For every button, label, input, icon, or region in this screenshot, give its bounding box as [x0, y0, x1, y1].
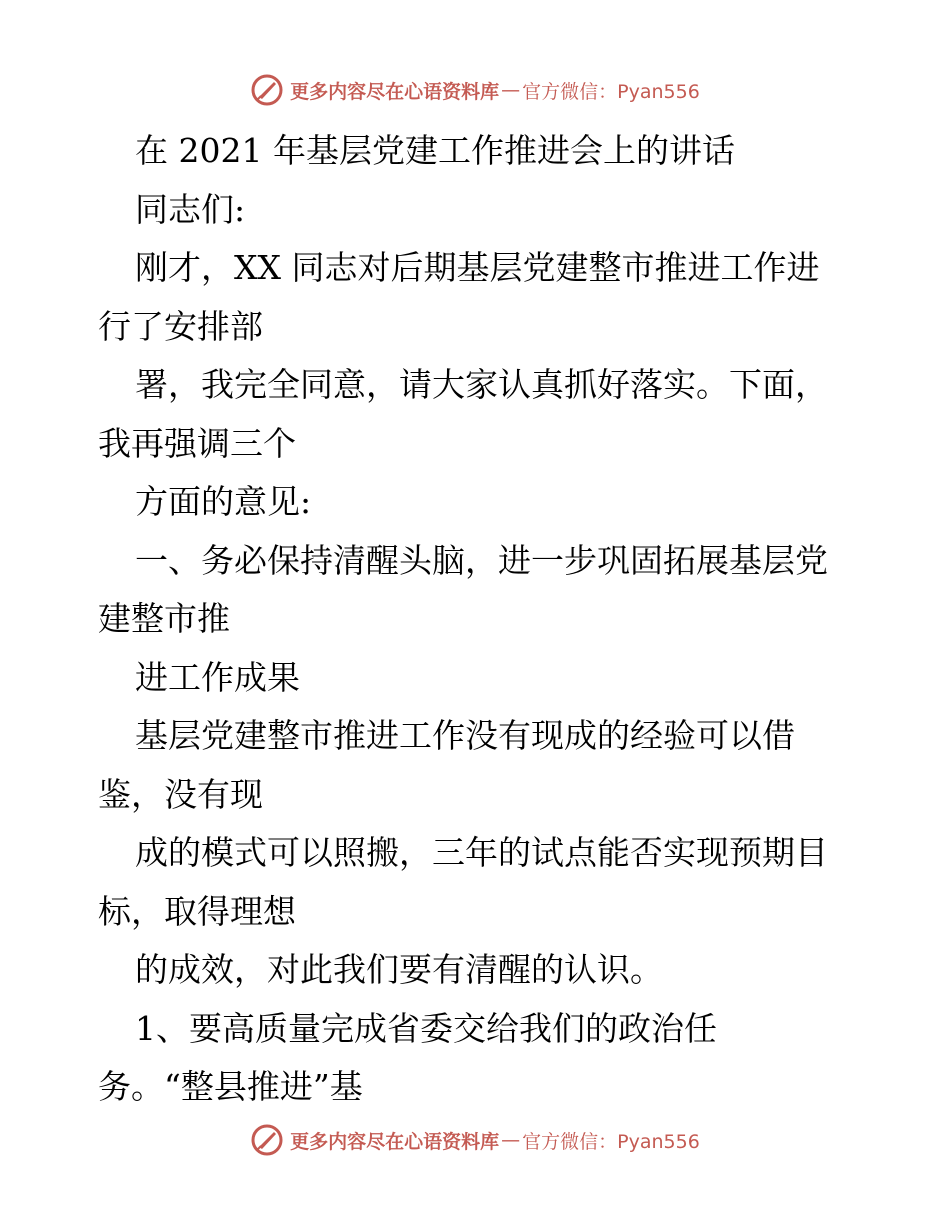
watermark-brand: 更多内容尽在心语资料库 [290, 1130, 500, 1153]
doc-line: 的成效，对此我们要有清醒的认识。 [135, 950, 663, 989]
doc-line: 1、要高质量完成省委交给我们的政治任 [135, 1008, 717, 1048]
doc-line: 鉴，没有现 [98, 774, 263, 814]
doc-line: 行了安排部 [98, 306, 263, 346]
doc-line: 基层党建整市推进工作没有现成的经验可以借 [135, 716, 795, 755]
doc-salutation: 同志们: [135, 189, 246, 229]
doc-line: 署，我完全同意，请大家认真抓好落实。下面， [135, 365, 828, 404]
doc-section-heading: 建整市推 [98, 599, 230, 638]
watermark-brand: 更多内容尽在心语资料库 [290, 80, 500, 103]
watermark-header [0, 70, 950, 110]
doc-line: 标，取得理想 [98, 891, 296, 931]
doc-line: 务。“整县推进”基 [98, 1067, 363, 1106]
doc-line: 方面的意见: [135, 482, 312, 521]
doc-section-heading: 进工作成果 [135, 657, 300, 697]
doc-section-heading: 一、务必保持清醒头脑，进一步巩固拓展基层党 [135, 540, 828, 580]
doc-line: 刚才，XX 同志对后期基层党建整市推进工作进 [135, 248, 820, 287]
watermark-contact: 官方微信：Pyan556 [522, 1130, 700, 1153]
quill-logo-icon [250, 1123, 284, 1157]
doc-line: 我再强调三个 [98, 423, 296, 463]
watermark-contact: 官方微信：Pyan556 [522, 80, 700, 103]
watermark-footer [0, 1120, 950, 1160]
watermark-separator: — [501, 1129, 521, 1151]
document-body [98, 122, 898, 1117]
doc-title: 在 2021 年基层党建工作推进会上的讲话 [135, 131, 735, 170]
watermark-separator: — [501, 79, 521, 101]
doc-line: 成的模式可以照搬，三年的试点能否实现预期目 [135, 833, 828, 872]
quill-logo-icon [250, 73, 284, 107]
